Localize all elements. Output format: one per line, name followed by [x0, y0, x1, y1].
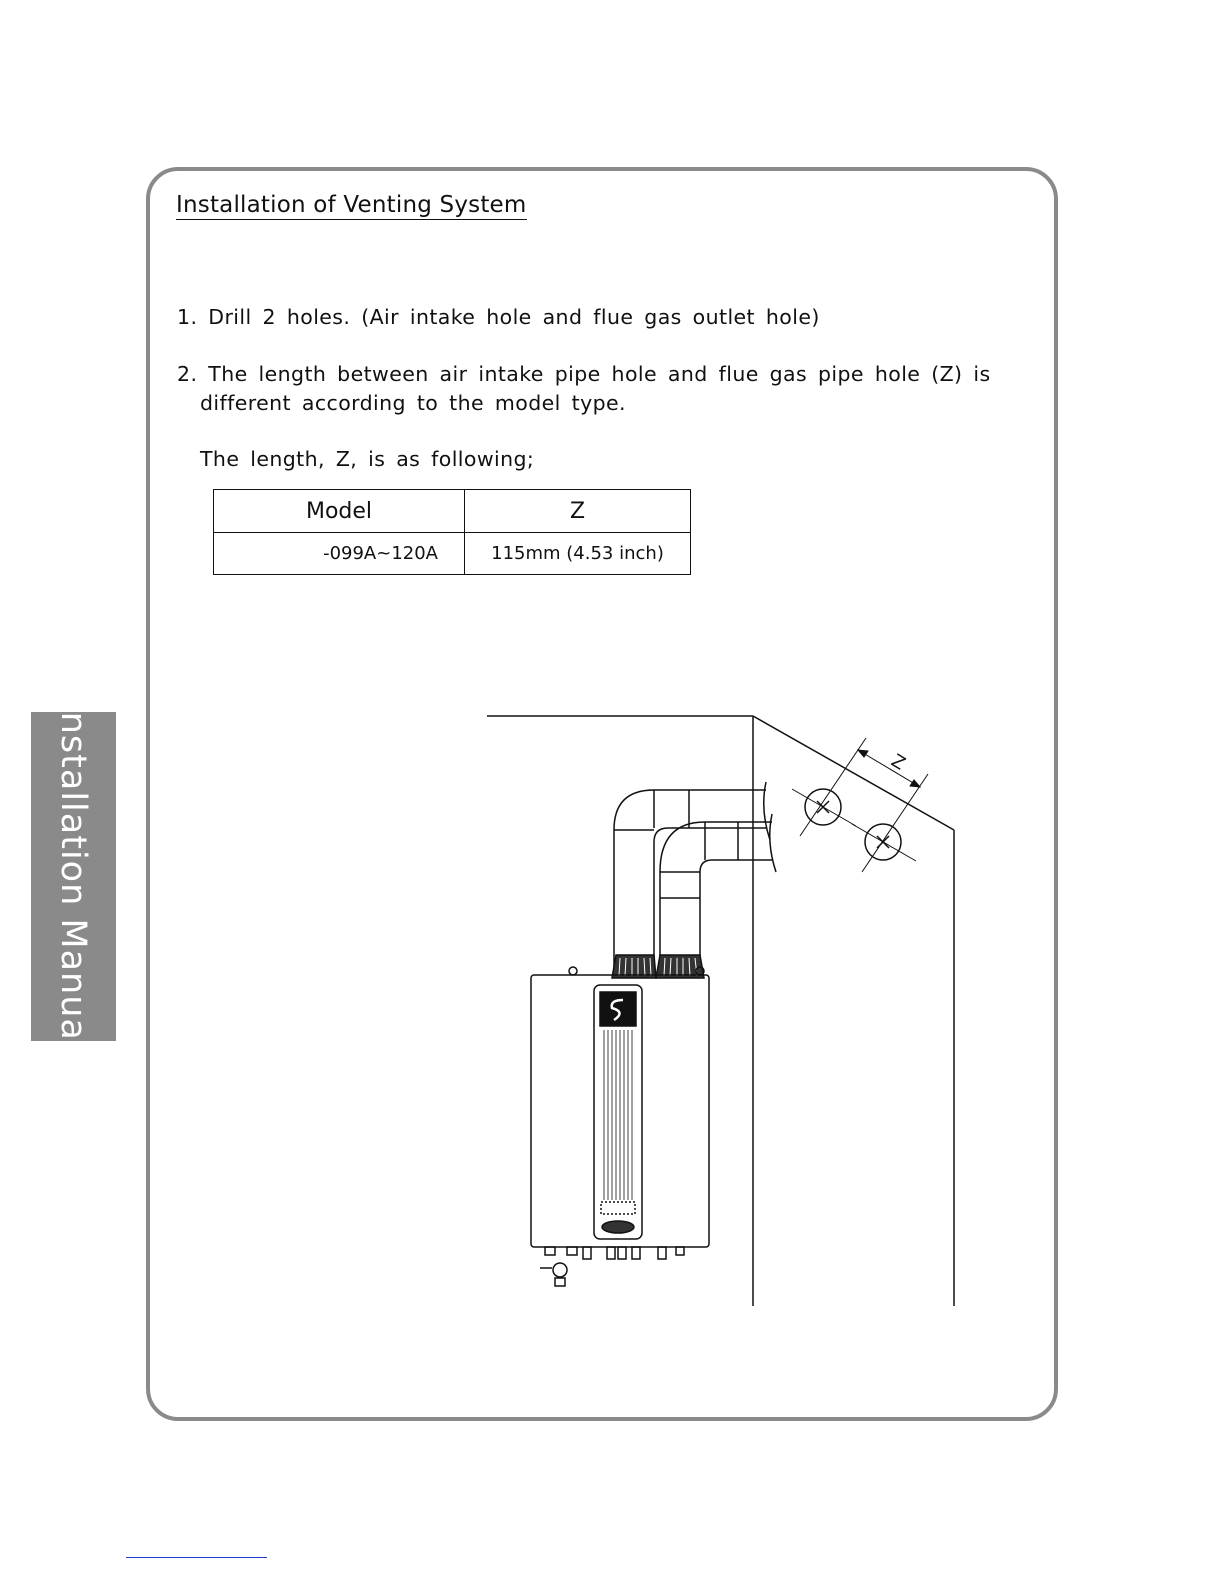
header-z: Z — [465, 490, 691, 533]
cell-z: 115mm (4.53 inch) — [465, 533, 691, 575]
flue-gas-pipe — [660, 814, 776, 972]
step-text: Drill 2 holes. (Air intake hole and flue gas outlet hole) — [208, 305, 820, 329]
section-title: Installation of Venting System — [176, 192, 527, 218]
table-lead-in: The length, Z, is as following; — [200, 447, 535, 471]
cell-model: -099A~120A — [214, 533, 465, 575]
header-model: Model — [214, 490, 465, 533]
wall-outline — [487, 716, 954, 1306]
side-tab-label: Installation Manual — [53, 700, 93, 1052]
step-number: 1. — [177, 305, 198, 329]
step-2-continuation: different according to the model type. — [200, 391, 626, 415]
water-heater-unit — [531, 967, 709, 1286]
dimension-label-z: Z — [887, 750, 909, 775]
step-number: 2. — [177, 362, 198, 386]
air-intake-pipe — [614, 782, 770, 972]
step-text: The length between air intake pipe hole and flue gas pipe hole (Z) is — [208, 362, 991, 386]
footer-rule — [126, 1557, 267, 1558]
